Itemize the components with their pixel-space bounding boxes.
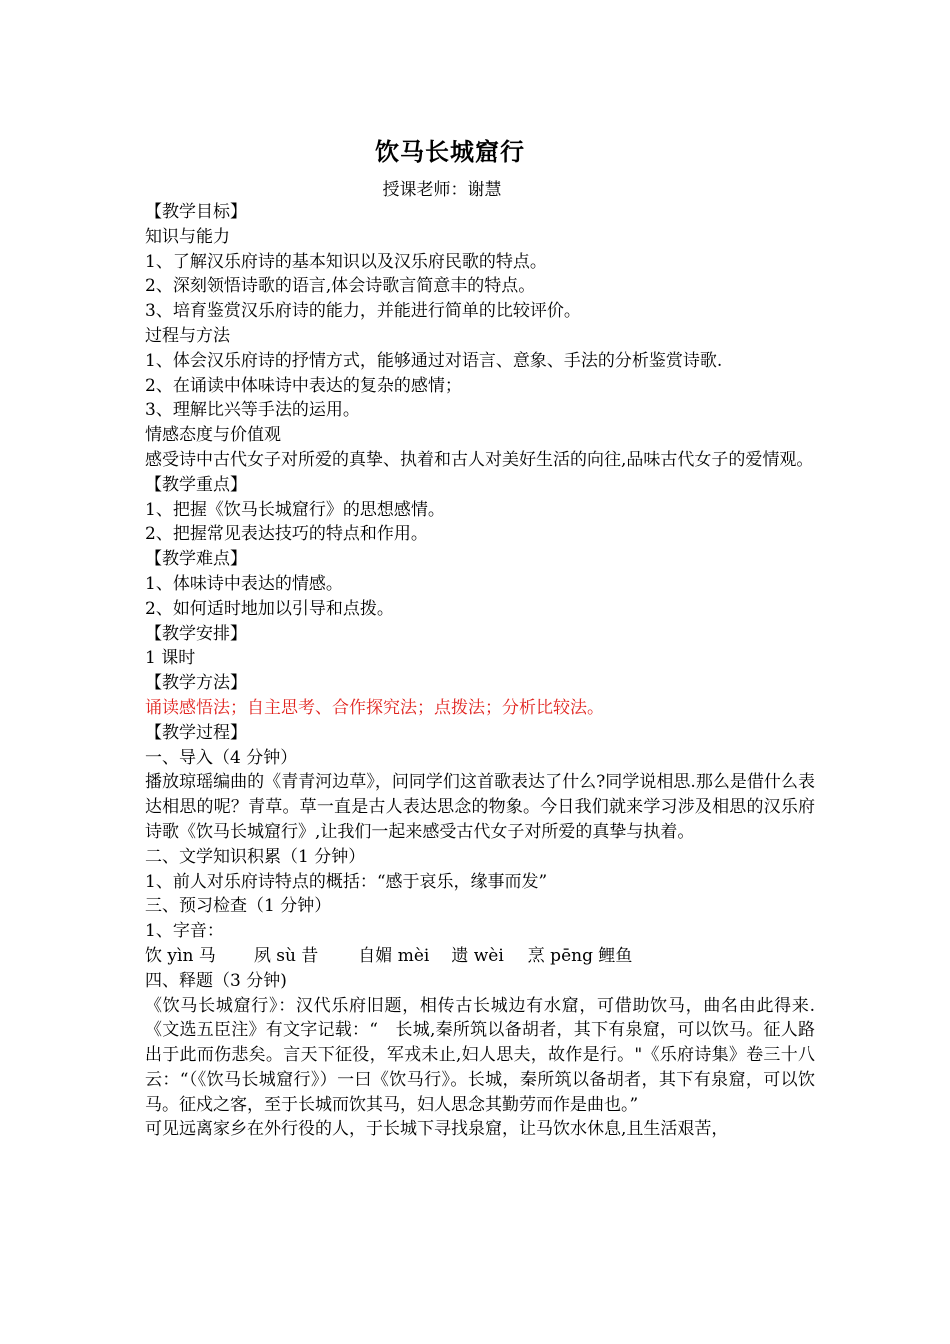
step-title-explain-text: 《饮马长城窟行》：汉代乐府旧题，相传古长城边有水窟，可借助饮马，曲名由此得来.《文选五臣注》有文字记载：“ 长城,秦所筑以备胡者，其下有泉窟，可以饮马。征人路出于此而伤悲矣。言天下征役，军戎未止,妇人思夫，故作是行。"《乐府诗集》卷三十八云：“（《饮马长城窟行》）一曰《饮马行》。长城，秦所筑以备胡者，其下有泉窟，可以饮马。征戍之客，至于长城而饮其马，妇人思念其勤劳而作是曲也。” [145,995,815,1115]
document-body [145,200,815,1142]
pinyin-item: 自媚 mèi [358,945,430,966]
section-heading-arrangement: 【教学安排】 [145,623,247,644]
knowledge-item: 3、培育鉴赏汉乐府诗的能力，并能进行简单的比较评价。 [145,301,581,322]
keypoint-item: 2、把握常见表达技巧的特点和作用。 [145,524,428,545]
process-item: 2、在诵读中体味诗中表达的复杂的感情； [145,375,462,396]
section-heading-difficulties: 【教学难点】 [145,549,247,570]
pinyin-item: 夙 sù 昔 [253,945,319,966]
subheading-emotion: 情感态度与价值观 [145,425,281,446]
pinyin-item: 烹 pēng 鲤鱼 [527,945,633,966]
step-knowledge-title: 二、文学知识积累（1 分钟） [145,846,366,867]
subheading-knowledge: 知识与能力 [145,226,230,247]
step-title-explain-title: 四、释题（3 分钟) [145,970,287,991]
step-title-explain-text-2: 可见远离家乡在外行役的人，于长城下寻找泉窟，让马饮水休息,且生活艰苦， [145,1119,729,1140]
step-preview-title: 三、预习检查（1 分钟） [145,896,332,917]
process-item: 3、理解比兴等手法的运用。 [145,400,360,421]
pinyin-item: 饮 yìn 马 [145,945,216,966]
section-heading-keypoints: 【教学重点】 [145,474,247,495]
document-title: 饮马长城窟行 [375,137,525,166]
difficulty-item: 1、体味诗中表达的情感。 [145,573,343,594]
subheading-process: 过程与方法 [145,325,230,346]
step-intro-title: 一、导入（4 分钟） [145,747,298,768]
emotion-text: 感受诗中古代女子对所爱的真挚、执着和古人对美好生活的向往,品味古代女子的爱情观。 [145,449,814,470]
section-heading-objectives: 【教学目标】 [145,202,247,222]
pinyin-item: 遗 wèi [451,945,504,966]
process-item: 1、体会汉乐府诗的抒情方式，能够通过对语言、意象、手法的分析鉴赏诗歌. [145,350,723,371]
keypoint-item: 1、把握《饮马长城窟行》的思想感情。 [145,499,445,520]
step-intro-text: 播放琼瑶编曲的《青青河边草》，问同学们这首歌表达了什么?同学说相思.那么是借什么表达相思的呢？青草。草一直是古人表达思念的物象。今日我们就来学习涉及相思的汉乐府诗歌《饮马长城窟行》,让我们一起来感受古代女子对所爱的真挚与执着。 [145,772,815,842]
teacher-name: 授课老师：谢慧 [382,180,502,200]
step-knowledge-text: 1、前人对乐府诗特点的概括：“感于哀乐，缘事而发” [145,871,548,892]
methods-text: 诵读感悟法；自主思考、合作探究法；点拨法；分析比较法。 [145,697,604,718]
difficulty-item: 2、如何适时地加以引导和点拨。 [145,598,394,619]
knowledge-item: 2、深刻领悟诗歌的语言,体会诗歌言简意丰的特点。 [145,276,536,297]
section-heading-methods: 【教学方法】 [145,673,247,694]
section-heading-procedure: 【教学过程】 [145,722,247,743]
knowledge-item: 1、了解汉乐府诗的基本知识以及汉乐府民歌的特点。 [145,251,547,272]
pinyin-row [145,944,815,969]
step-preview-sub: 1、字音： [145,921,224,942]
arrangement-text: 1 课时 [145,648,196,669]
